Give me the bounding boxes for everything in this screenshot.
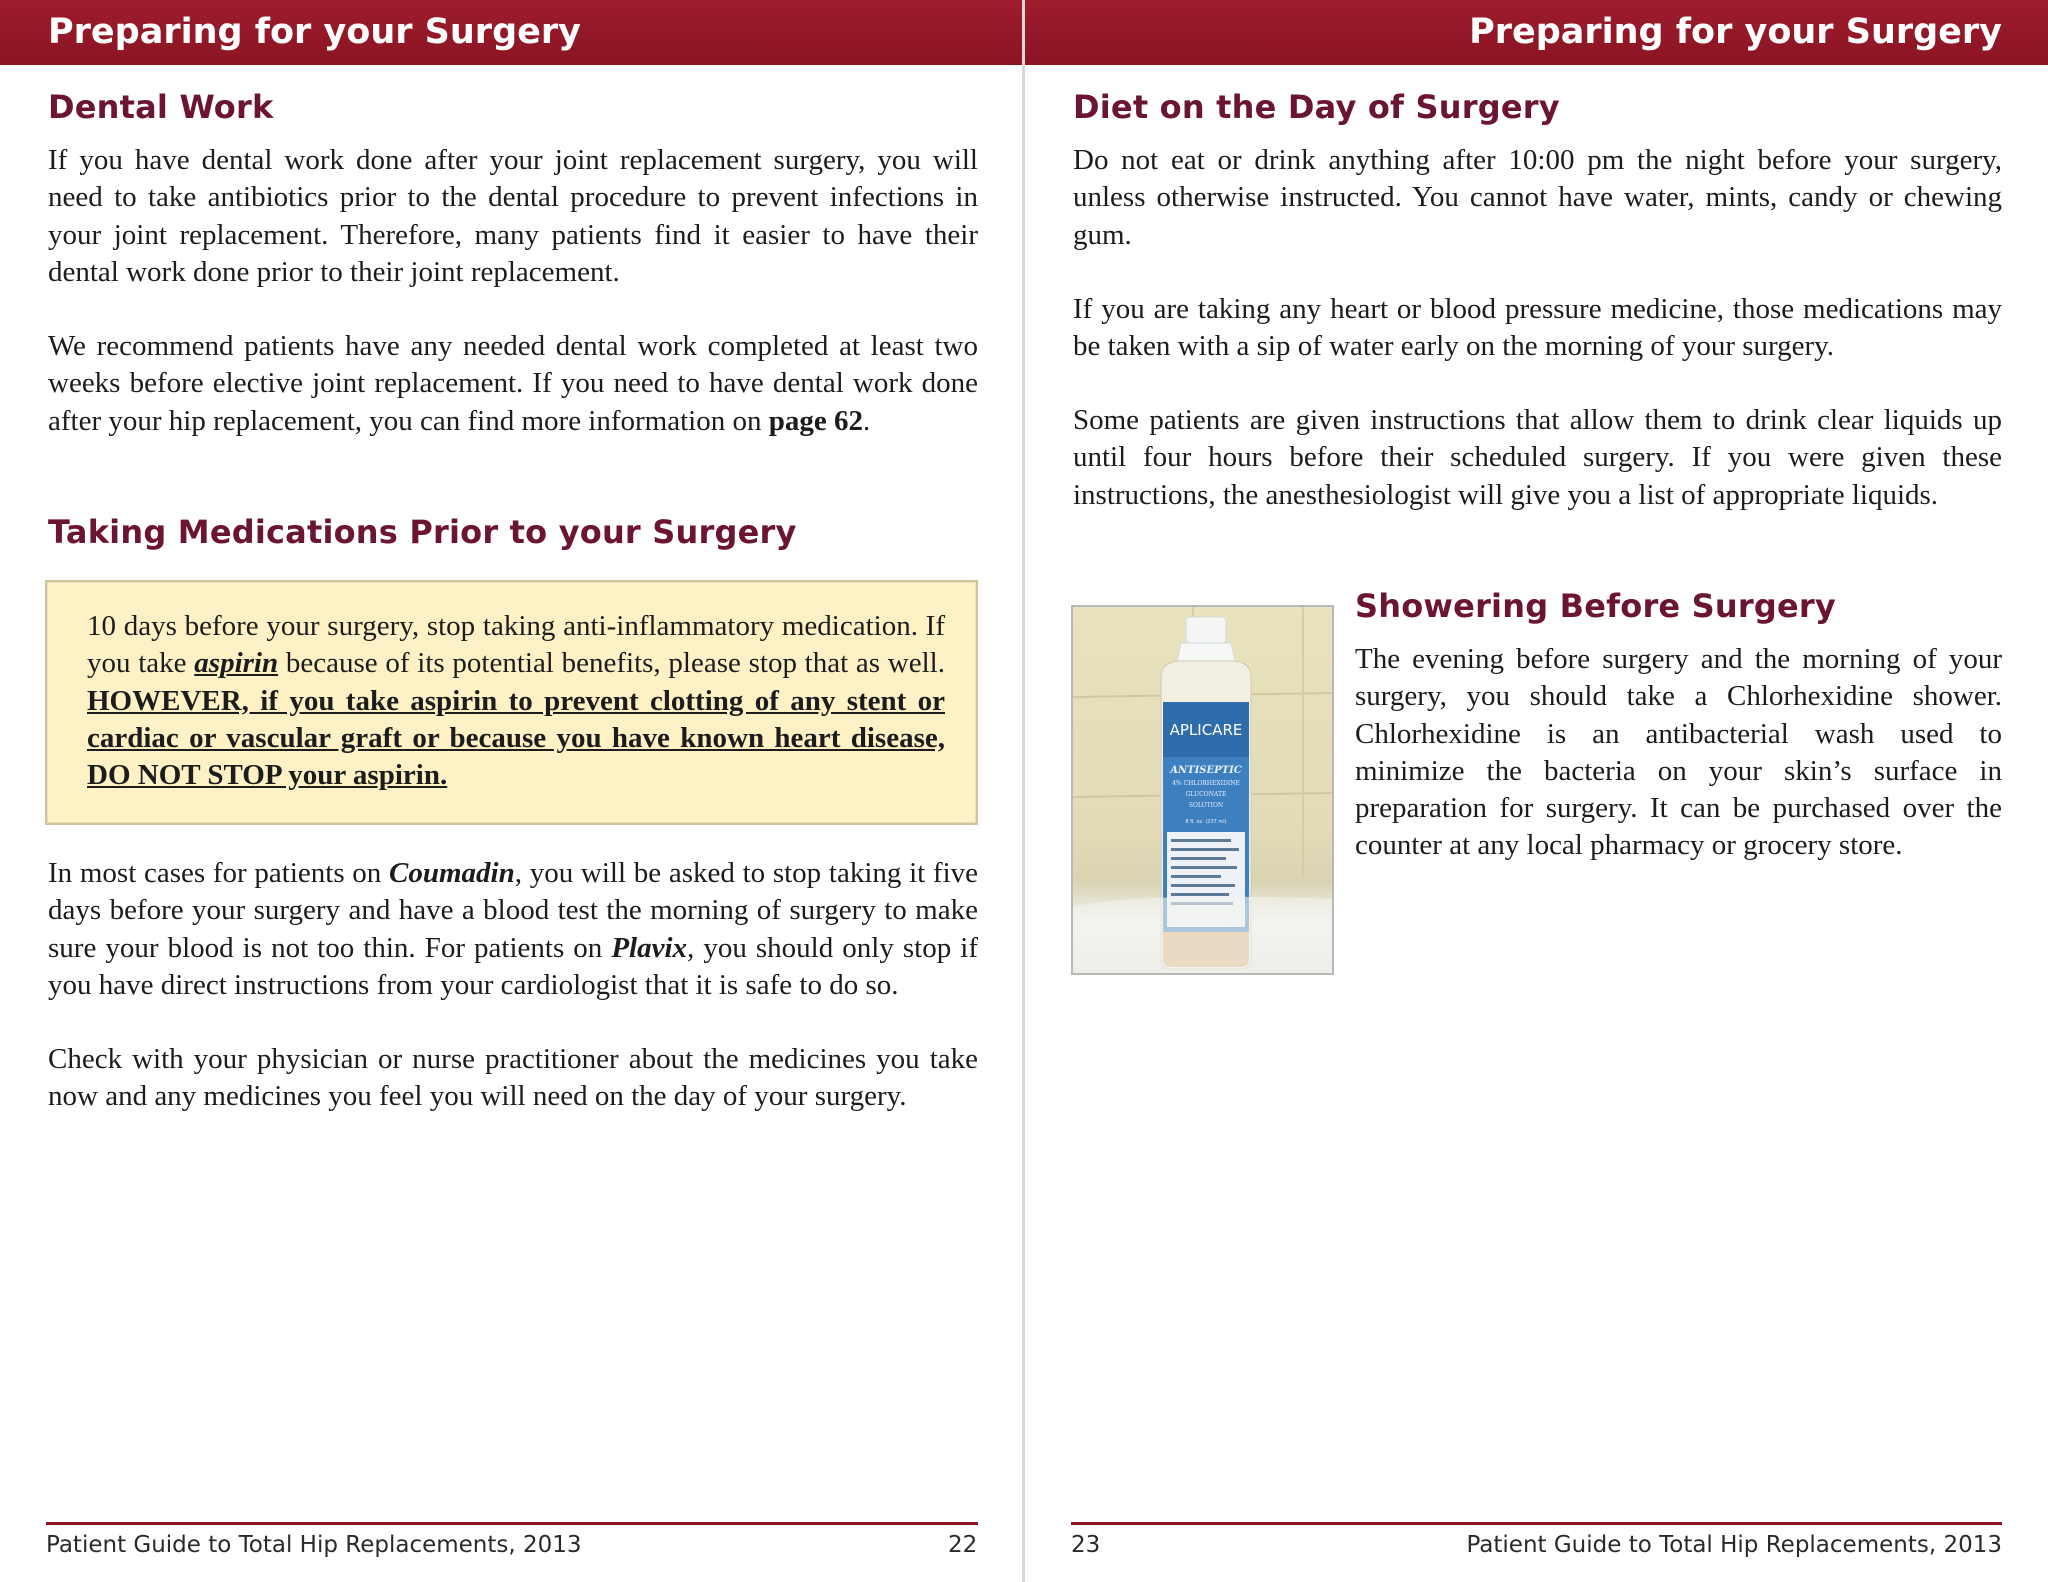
showering-heading: Showering Before Surgery (1355, 587, 1836, 625)
medications-paragraph-2: Check with your physician or nurse practitioner about the medicines you take now and any medicines you feel you will need on the day of your surgery. (48, 1043, 978, 1113)
bottle-label-line2: 4% CHLORHEXIDINE (1172, 780, 1240, 787)
diet-paragraph-1: Do not eat or drink anything after 10:00 pm the night before your surgery, unless otherwise instructed. You cannot have water, mints, candy or chewing gum. (1073, 144, 2002, 251)
medications-heading: Taking Medications Prior to your Surgery (48, 513, 797, 551)
bottle-brand: APLICARE (1169, 721, 1243, 739)
page-62-reference: page 62 (768, 404, 863, 437)
callout-text: 10 days before your surgery, stop taking anti-inflammatory medication. If you take aspirin because of its potential benefits, please stop that as well. HOWEVER, if you take aspirin to prevent clotting of any stent or cardiac or vascular graft or because you have known heart disease, DO NOT STOP your aspirin. (87, 610, 945, 792)
coumadin-term: Coumadin (389, 857, 515, 889)
bottle-label-line1: ANTISEPTIC (1170, 765, 1242, 776)
chlorhexidine-bottle-photo (1071, 605, 1334, 975)
page-number: 22 (948, 1532, 978, 1558)
page-header-banner (1025, 0, 2048, 65)
bottle-volume: 8 fl. oz. (237 ml) (1185, 819, 1227, 825)
dental-paragraph-1: If you have dental work done after your joint replacement surgery, you will need to take antibiotics prior to the dental procedure to prevent infections in your joint replacement. Therefore, many patients find it easier to have their dental work done prior to their joint replacement. (48, 144, 978, 288)
page-header-title: Preparing for your Surgery (48, 12, 581, 52)
medications-paragraph-1: In most cases for patients on Coumadin, you will be asked to stop taking it five days before your surgery and have a blood test the morning of surgery to make sure your blood is not too thin. For patients on Plavix, you should only stop if you have direct instructions from your cardiologist that it is safe to do so. (48, 857, 978, 1001)
page-number: 23 (1071, 1532, 1101, 1558)
bottle-illustration (1073, 607, 1334, 975)
right-page (1025, 0, 2048, 1582)
plavix-term: Plavix (611, 931, 688, 964)
dental-work-heading: Dental Work (48, 88, 274, 126)
bottle-label-line3: GLUCONATE (1185, 791, 1227, 798)
page-header-banner (0, 0, 1022, 65)
footer-title: Patient Guide to Total Hip Replacements, 2013 (46, 1532, 582, 1558)
aspirin-term: aspirin (194, 647, 279, 680)
diet-paragraph-2: If you are taking any heart or blood pressure medicine, those medications may be taken with a sip of water early on the morning of your surgery. (1073, 293, 2002, 363)
bottle-label-line4: SOLUTION (1188, 802, 1224, 809)
diet-heading: Diet on the Day of Surgery (1073, 88, 1560, 126)
aspirin-warning-text: HOWEVER, if you take aspirin to prevent clotting of any stent or cardiac or vascular graft or because you have known heart disease, DO NOT STOP your aspirin. (87, 684, 945, 792)
dental-paragraph-2: We recommend patients have any needed dental work completed at least two weeks before elective joint replacement. If you need to have dental work done after your hip replacement, you can find more information on page 62. (48, 330, 978, 437)
page-header-title: Preparing for your Surgery (1469, 12, 2002, 52)
diet-paragraph-3: Some patients are given instructions that allow them to drink clear liquids up until four hours before their scheduled surgery. If you were given these instructions, the anesthesiologist will give you a list of appropriate liquids. (1073, 404, 2002, 511)
footer-rule (46, 1522, 978, 1525)
aspirin-warning-callout (45, 580, 978, 825)
showering-paragraph: The evening before surgery and the morning of your surgery, you should take a Chlorhexidine shower. Chlorhexidine is an antibacterial wash used to minimize the bacteria on your skin’s surface in preparation for surgery. It can be purchased over the counter at any local pharmacy or grocery store. (1355, 643, 2002, 862)
footer-title: Patient Guide to Total Hip Replacements, 2013 (1466, 1532, 2002, 1558)
footer-rule (1071, 1522, 2002, 1525)
left-page (0, 0, 1022, 1582)
